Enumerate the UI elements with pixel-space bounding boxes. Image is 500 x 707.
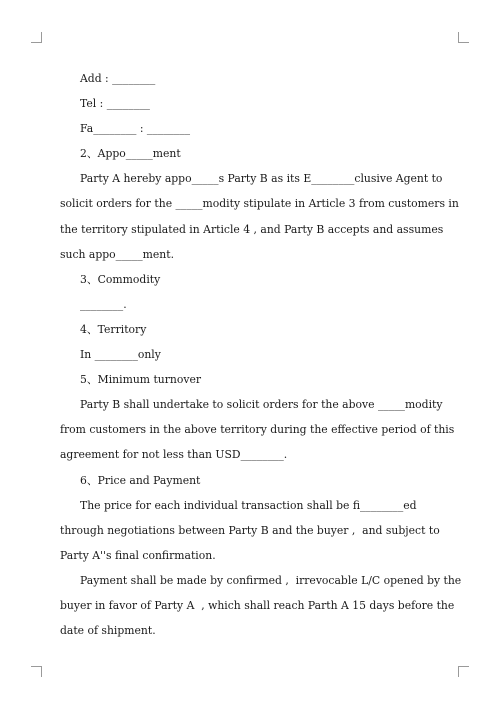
paragraph-line: such appo_____ment. bbox=[60, 247, 175, 261]
paragraph-line: Party A''s final confirmation. bbox=[60, 548, 216, 562]
telephone-line: Tel : ________ bbox=[80, 97, 150, 111]
corner-mark-bottom-left bbox=[31, 666, 42, 677]
territory-line: In ________only bbox=[80, 348, 161, 362]
corner-mark-top-left bbox=[31, 32, 42, 43]
paragraph-line: The price for each individual transaction shall be fi________ed bbox=[80, 498, 417, 512]
paragraph-line: the territory stipulated in Article 4 , and Party B accepts and assumes bbox=[60, 222, 444, 236]
paragraph-line: buyer in favor of Party A , which shall reach Parth A 15 days before the bbox=[60, 598, 455, 612]
paragraph-line: agreement for not less than USD________. bbox=[60, 448, 288, 462]
paragraph-line: from customers in the above territory during the effective period of this bbox=[60, 423, 455, 437]
section-heading-territory: 4、Territory bbox=[80, 322, 147, 336]
corner-mark-bottom-right bbox=[458, 666, 469, 677]
document-body bbox=[60, 66, 462, 643]
paragraph-line: date of shipment. bbox=[60, 624, 156, 638]
section-heading-price-payment: 6、Price and Payment bbox=[80, 473, 201, 487]
paragraph-line: solicit orders for the _____modity stipulate in Article 3 from customers in bbox=[60, 197, 459, 211]
paragraph-line: Payment shall be made by confirmed , irrevocable L/C opened by the bbox=[80, 573, 462, 587]
address-line: Add : ________ bbox=[80, 72, 156, 85]
corner-mark-top-right bbox=[458, 32, 469, 43]
commodity-blank-line: ________. bbox=[80, 297, 127, 311]
paragraph-line: through negotiations between Party B and the buyer , and subject to bbox=[60, 523, 440, 537]
paragraph-line: Party B shall undertake to solicit orders for the above _____modity bbox=[80, 398, 443, 412]
section-heading-appointment: 2、Appo_____ment bbox=[80, 147, 181, 161]
section-heading-commodity: 3、Commodity bbox=[80, 272, 161, 286]
paragraph-line: Party A hereby appo_____s Party B as its E________clusive Agent to bbox=[80, 172, 443, 186]
fax-line: Fa________ : ________ bbox=[80, 122, 191, 136]
section-heading-minimum-turnover: 5、Minimum turnover bbox=[80, 373, 202, 387]
